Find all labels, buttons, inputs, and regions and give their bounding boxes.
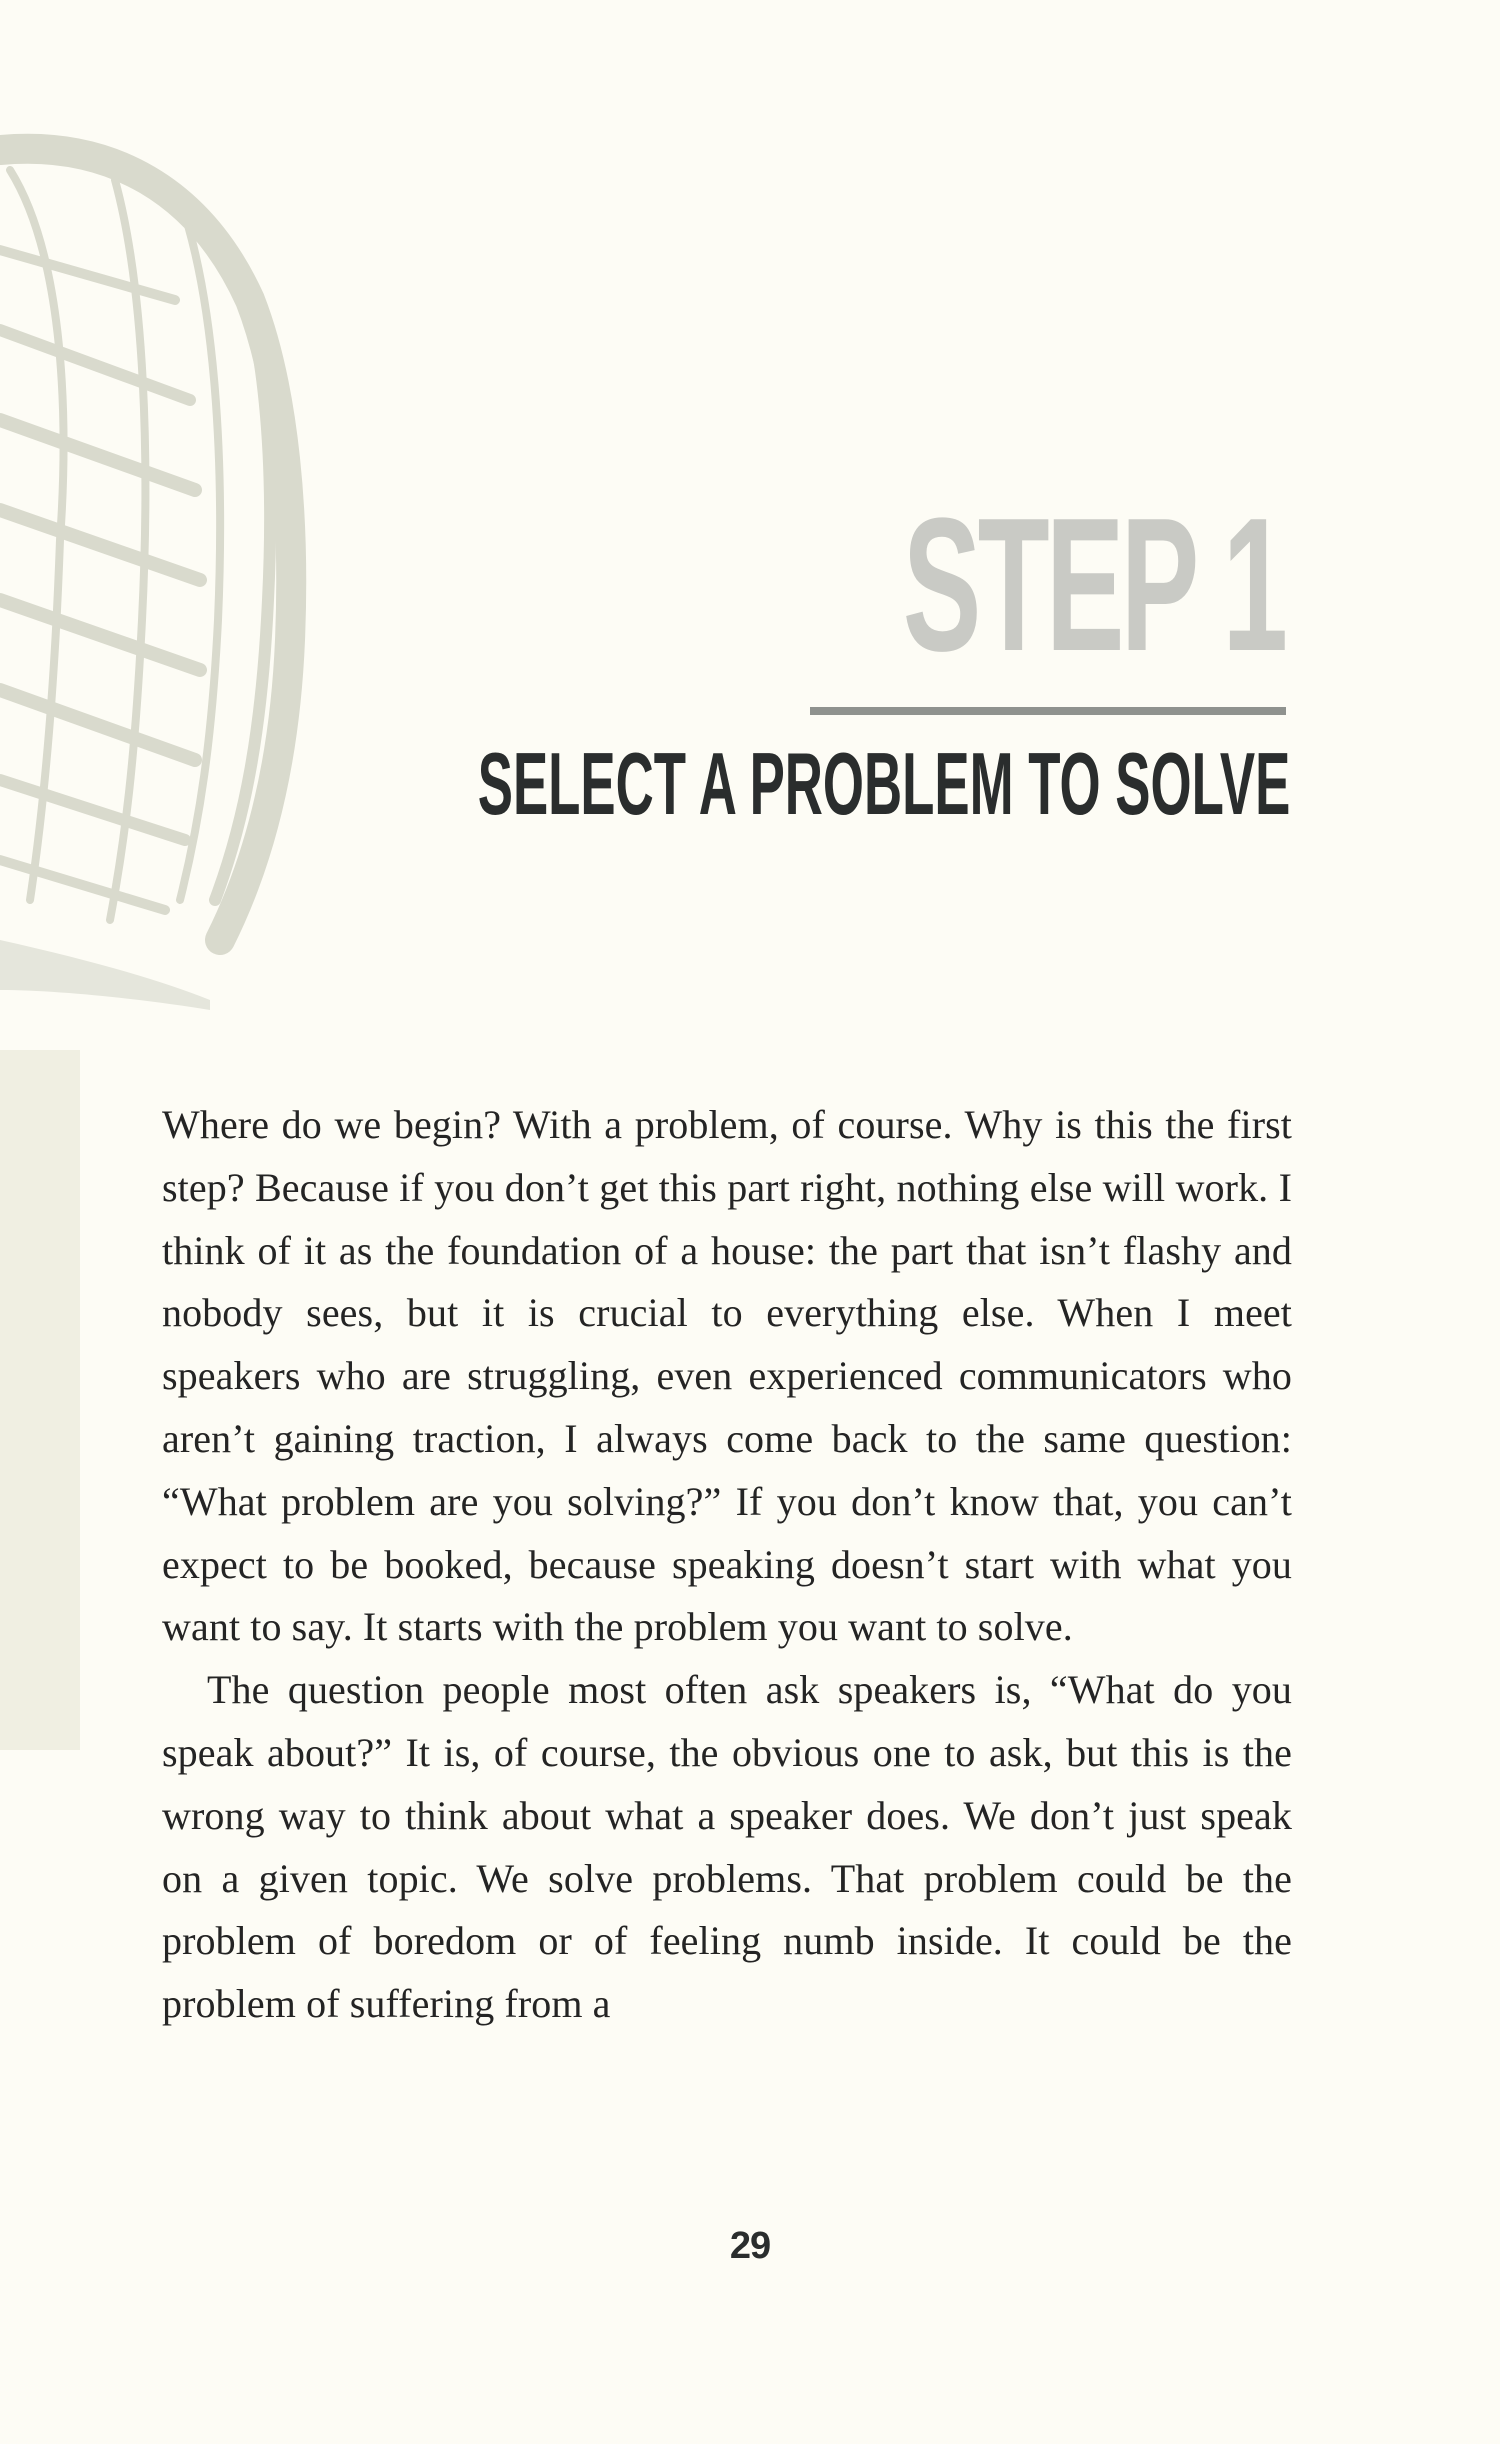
chapter-rule [810,707,1286,715]
chapter-label: STEP 1 [902,479,1284,691]
body-text [162,1094,1292,2036]
paragraph-2: The question people most often ask speakers is, “What do you speak about?” It is, of course, the obvious one to ask, but this is the wrong way to think about what a speaker does. We don’t just speak on a given topic. We solve problems. That problem could be the problem of boredom or of feeling numb inside. It could be the problem of suffering from a [162,1667,1292,2027]
page-number: 29 [729,2225,771,2267]
chapter-title: SELECT A PROBLEM TO SOLVE [477,734,1290,833]
paragraph-1: Where do we begin? With a problem, of course. Why is this the first step? Because if you don’t get this part right, nothing else will work. I think of it as the foundation of a house: the part that isn’t flashy and nobody sees, but it is crucial to everything else. When I meet speakers who are struggling, even experienced communicators who aren’t gaining traction, I always come back to the same question: “What problem are you solving?” If you don’t know that, you can’t expect to be booked, because speaking doesn’t start with what you want to say. It starts with the problem you want to solve. [162,1102,1292,1650]
